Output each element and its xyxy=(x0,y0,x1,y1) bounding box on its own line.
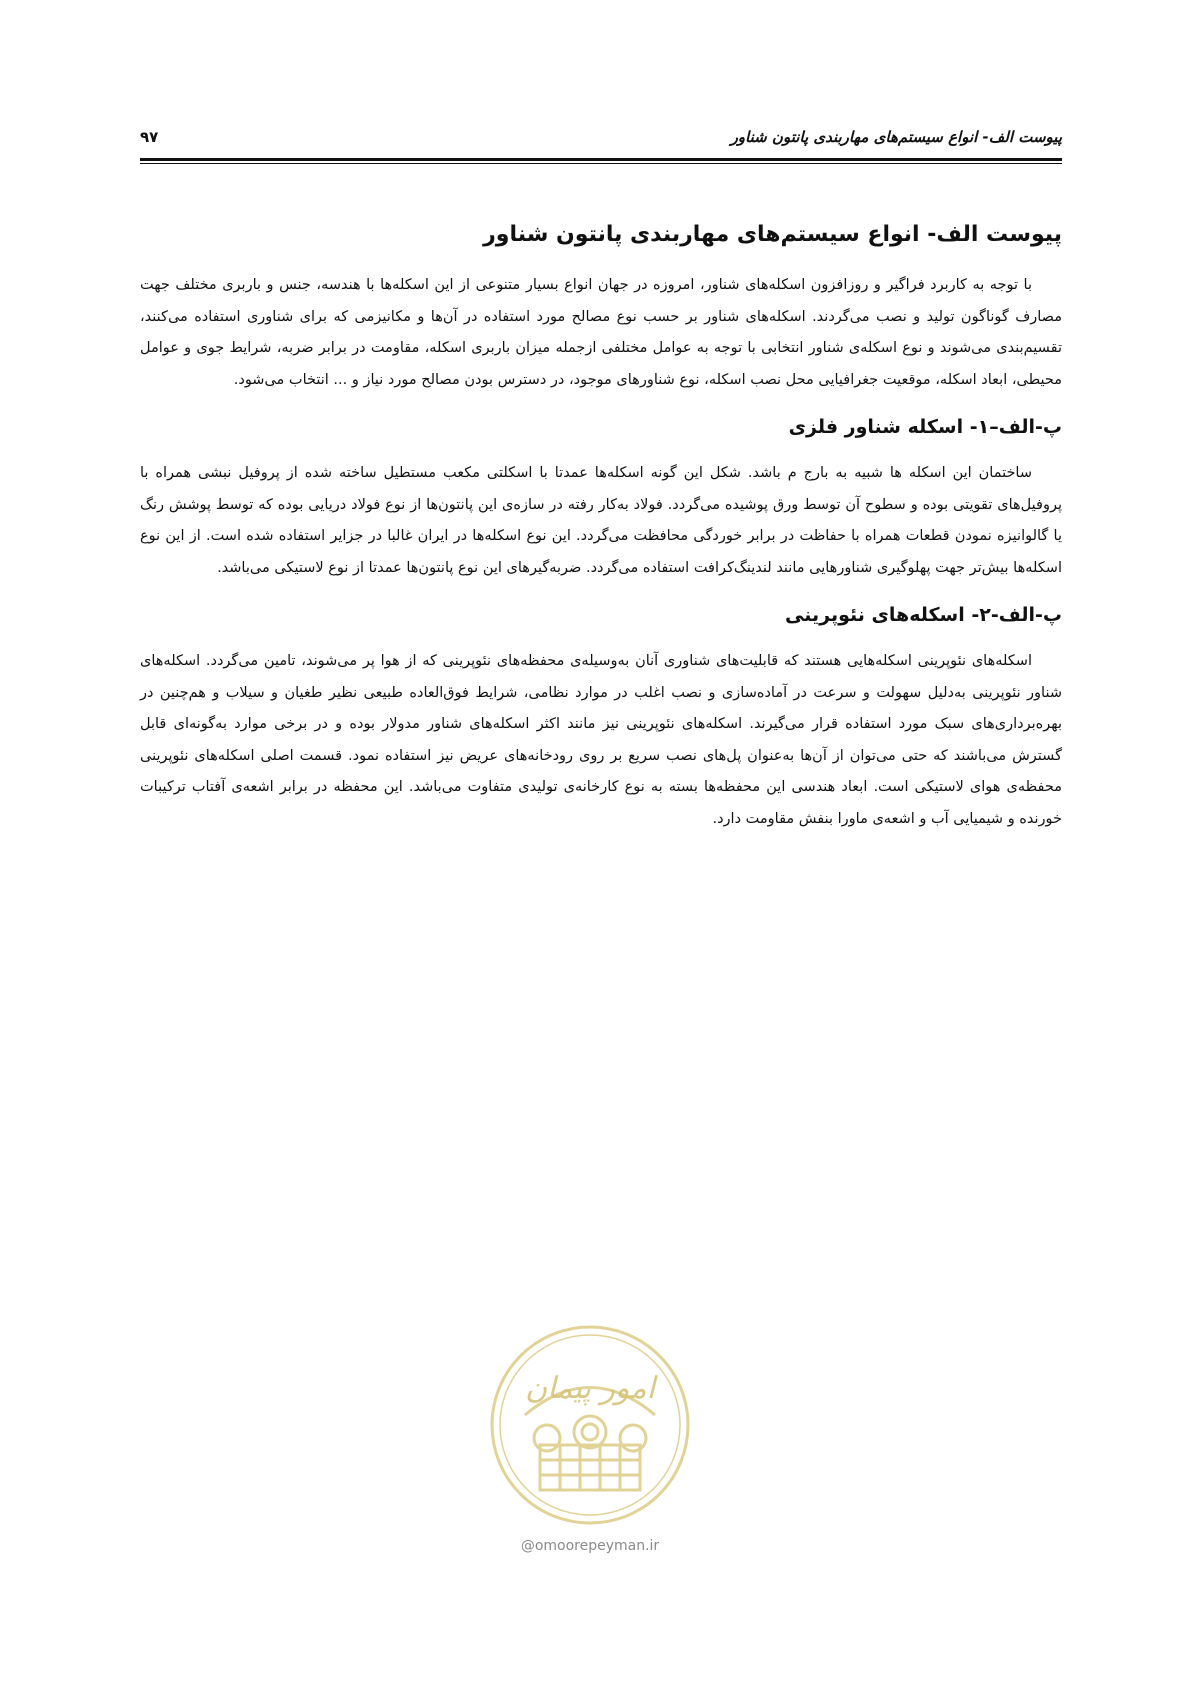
intro-paragraph: با توجه به کاربرد فراگیر و روزافزون اسکله‌های شناور، امروزه در جهان انواع بسیار متنوعی از این اسکله‌ها با هندسه، جنس و باربری مختلف جهت مصارف گوناگون تولید و نصب می‌گردند. اسکله‌های شناور بر حسب نوع مصالح مورد استفاده در آن‌ها و مکانیزمی که برای شناوری استفاده می‌کنند، تقسیم‌بندی می‌شوند و نوع اسکله‌ی شناور انتخابی با توجه به عوامل مختلفی ازجمله میزان باربری اسکله، مقاومت در برابر ضربه، شرایط جوی و عوامل محیطی، ابعاد اسکله، موقعیت جغرافیایی محل نصب اسکله، نوع شناورهای موجود، در دسترس بودن مصالح مورد نیاز و ... انتخاب می‌شود. xyxy=(140,277,1062,388)
main-content xyxy=(140,218,1062,835)
watermark-logo-text: امور پیمان xyxy=(525,1371,655,1406)
running-title: پیوست الف- انواع سیستم‌های مهاربندی پانتون شناور xyxy=(730,128,1062,146)
section-text-metal: ساختمان این اسکله ها شبیه به بارج م باشد. شکل این گونه اسکله‌ها عمدتا با اسکلتی مکعب مستطیل ساخته شده از پروفیل نبشی همراه با پروفیل‌های تقویتی بوده و سطوح آن توسط ورق پوشیده می‌گردد. فولاد به‌کار رفته در سازه‌ی این پانتون‌ها از نوع فولاد دریایی بوده که توسط پوشش رنگ یا گالوانیزه نمودن قطعات همراه با حفاظت در برابر خوردگی محافظت می‌گردد. این نوع اسکله‌ها در ایران غالبا در جزایر استفاده شده است. از این نوع اسکله‌ها بیش‌تر جهت پهلوگیری شناورهایی مانند لندینگ‌کرافت استفاده می‌گردد. ضربه‌گیرهای این نوع پانتون‌ها عمدتا از نوع لاستیکی می‌باشد. xyxy=(140,465,1062,576)
page-header xyxy=(140,128,1062,158)
header-rule-thick xyxy=(140,158,1062,161)
page-number: ۹۷ xyxy=(140,128,159,146)
appendix-title: پیوست الف- انواع سیستم‌های مهاربندی پانتون شناور xyxy=(483,222,1062,247)
section-heading-metal: پ-الف–۱- اسکله شناور فلزی xyxy=(788,416,1062,438)
section-heading-neoprene: پ-الف-۲- اسکله‌های نئوپرینی xyxy=(785,604,1062,626)
watermark-url: @omoorepeyman.ir xyxy=(520,1538,660,1554)
section-text-neoprene: اسکله‌های نئوپرینی اسکله‌هایی هستند که قابلیت‌های شناوری آنان به‌وسیله‌ی محفظه‌های نئوپرینی که از هوا پر می‌شوند، تامین می‌گردد. اسکله‌های شناور نئوپرینی به‌دلیل سهولت و سرعت در آماده‌سازی و نصب اغلب در موارد نظامی، شرایط فوق‌العاده طبیعی نظیر طغیان و سیلاب و هم‌چنین در بهره‌برداری‌های سبک مورد استفاده قرار می‌گیرند. اسکله‌های نئوپرینی نیز مانند اکثر اسکله‌های شناور مدولار بوده و در برخی موارد به‌گونه‌ای قابل گسترش می‌باشند که حتی می‌توان از آن‌ها به‌عنوان پل‌های نصب سریع بر روی رودخانه‌های عریض نیز استفاده نمود. قسمت اصلی اسکله‌های نئوپرینی محفظه‌ی هوای لاستیکی است. ابعاد هندسی این محفظه‌ها بسته به نوع کارخانه‌ی تولیدی متفاوت می‌باشد. این محفظه در برابر اشعه‌ی آفتاب ترکیبات خورنده و شیمیایی آب و اشعه‌ی ماورا بنفش مقاومت دارد. xyxy=(140,653,1062,827)
watermark-logo xyxy=(485,1320,695,1530)
header-rule-thin xyxy=(140,163,1062,164)
